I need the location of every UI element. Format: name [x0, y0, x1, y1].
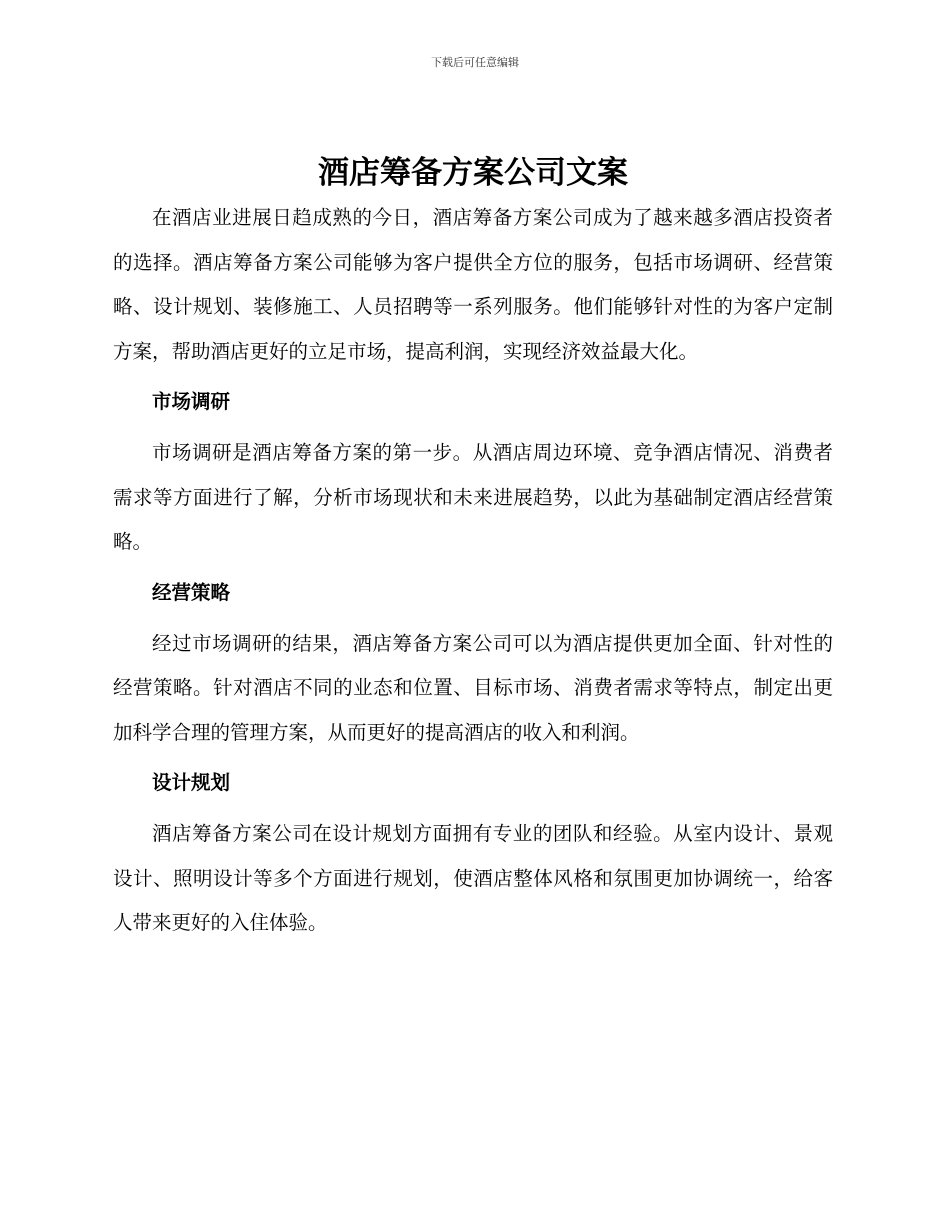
- section-market-research: [113, 387, 833, 565]
- section-heading: 经营策略: [152, 580, 231, 604]
- section-design-planning: [113, 768, 833, 946]
- document-content: [113, 150, 833, 946]
- intro-paragraph: 在酒店业进展日趋成熟的今日，酒店筹备方案公司成为了越来越多酒店投资者的选择。酒店筹备方案公司能够为客户提供全方位的服务，包括市场调研、经营策略、设计规划、装修施工、人员招聘等一系列服务。他们能够针对性的为客户定制方案，帮助酒店更好的立足市场，提高利润，实现经济效益最大化。: [113, 206, 833, 363]
- section-heading: 市场调研: [152, 390, 231, 413]
- section-paragraph: 市场调研是酒店筹备方案的第一步。从酒店周边环境、竞争酒店情况、消费者需求等方面进行了解，分析市场现状和未来进展趋势，以此为基础制定酒店经营策略。: [113, 441, 833, 553]
- document-title: 酒店筹备方案公司文案: [318, 155, 628, 191]
- section-paragraph: 经过市场调研的结果，酒店筹备方案公司可以为酒店提供更加全面、针对性的经营策略。针对酒店不同的业态和位置、目标市场、消费者需求等特点，制定出更加科学合理的管理方案，从而更好的提高酒店的收入和利润。: [113, 631, 833, 744]
- section-heading: 设计规划: [152, 771, 231, 794]
- section-business-strategy: [113, 578, 833, 756]
- section-paragraph: 酒店筹备方案公司在设计规划方面拥有专业的团队和经验。从室内设计、景观设计、照明设计等多个方面进行规划，使酒店整体风格和氛围更加协调统一，给客人带来更好的入住体验。: [113, 822, 833, 934]
- header-note: 下载后可任意编辑: [431, 56, 519, 69]
